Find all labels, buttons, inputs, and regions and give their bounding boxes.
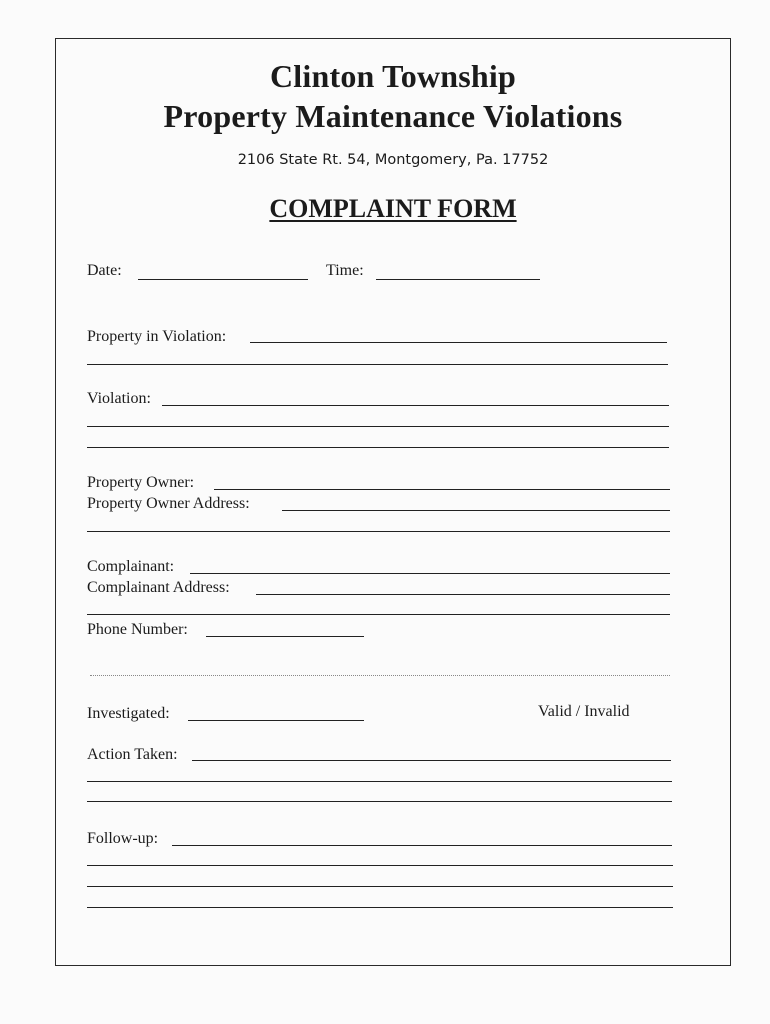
action-taken-label: Action Taken:: [87, 746, 178, 763]
follow-up-field-line-4[interactable]: [87, 907, 673, 908]
phone-number-field[interactable]: [206, 636, 364, 637]
date-label: Date:: [87, 262, 122, 279]
investigated-field[interactable]: [188, 720, 364, 721]
time-label: Time:: [326, 262, 364, 279]
form-title: COMPLAINT FORM: [269, 194, 517, 223]
document-title: Property Maintenance Violations: [163, 98, 623, 134]
action-taken-field[interactable]: [192, 760, 671, 761]
section-divider: [90, 675, 670, 676]
property-owner-address-field-line-2[interactable]: [87, 531, 670, 532]
violation-field-line-3[interactable]: [87, 447, 669, 448]
complainant-address-field[interactable]: [256, 594, 670, 595]
complainant-field[interactable]: [190, 573, 670, 574]
violation-field[interactable]: [162, 405, 669, 406]
follow-up-field[interactable]: [172, 845, 672, 846]
date-field[interactable]: [138, 279, 308, 280]
follow-up-field-line-2[interactable]: [87, 865, 673, 866]
investigated-label: Investigated:: [87, 705, 170, 722]
phone-number-label: Phone Number:: [87, 621, 188, 638]
action-taken-field-line-3[interactable]: [87, 801, 672, 802]
complainant-label: Complainant:: [87, 558, 175, 575]
property-in-violation-field-line-2[interactable]: [87, 364, 668, 365]
follow-up-label: Follow-up:: [87, 830, 159, 847]
violation-field-line-2[interactable]: [87, 426, 669, 427]
complainant-address-field-line-2[interactable]: [87, 614, 670, 615]
valid-invalid-choice[interactable]: Valid / Invalid: [538, 703, 630, 720]
property-in-violation-field[interactable]: [250, 342, 667, 343]
property-owner-field[interactable]: [214, 489, 670, 490]
action-taken-field-line-2[interactable]: [87, 781, 672, 782]
violation-label: Violation:: [87, 390, 151, 407]
follow-up-field-line-3[interactable]: [87, 886, 673, 887]
township-title: Clinton Township: [269, 58, 516, 94]
property-in-violation-label: Property in Violation:: [87, 328, 227, 345]
time-field[interactable]: [376, 279, 540, 280]
complainant-address-label: Complainant Address:: [87, 579, 230, 596]
property-owner-address-label: Property Owner Address:: [87, 495, 250, 512]
property-owner-address-field[interactable]: [282, 510, 670, 511]
property-owner-label: Property Owner:: [87, 474, 195, 491]
township-address: 2106 State Rt. 54, Montgomery, Pa. 17752: [237, 152, 549, 168]
